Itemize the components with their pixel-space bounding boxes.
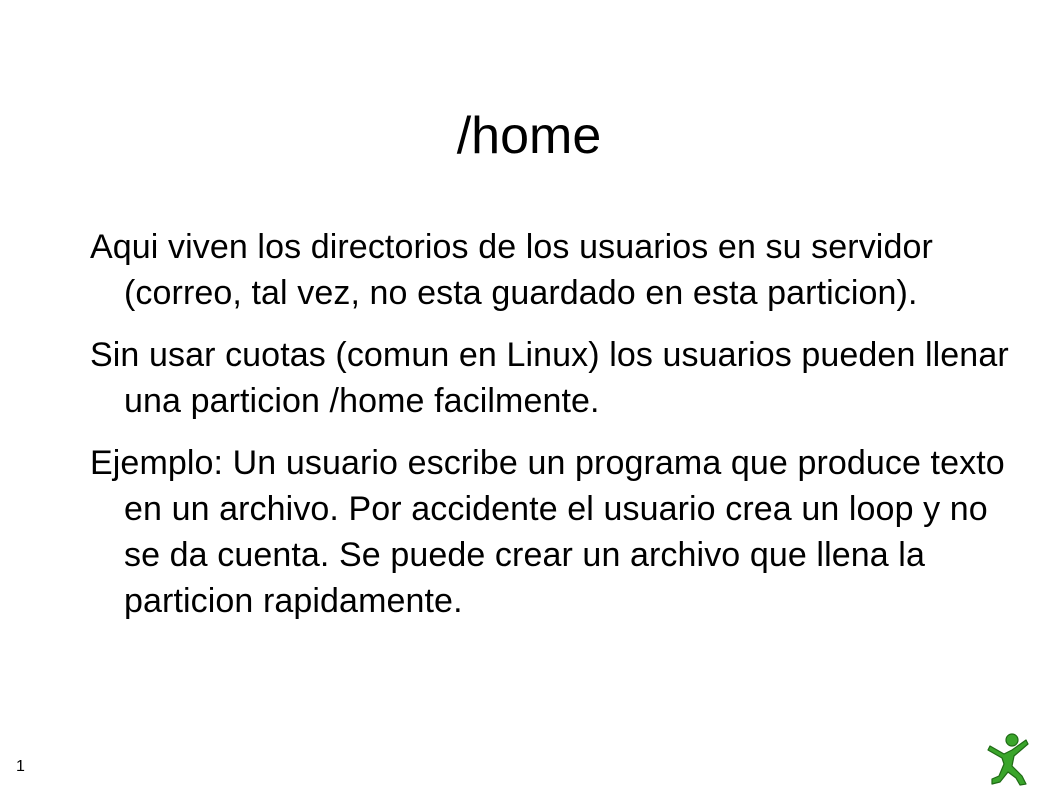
slide-title: /home xyxy=(456,107,602,165)
bullet-item: Ejemplo: Un usuario escribe un programa que produce texto en un archivo. Por accidente el usuario crea un loop y no se da cuenta. Se puede crear un archivo que llena la particion rapidamente. xyxy=(90,444,1005,620)
running-figure-icon xyxy=(982,732,1032,787)
bullet-item: Sin usar cuotas (comun en Linux) los usuarios pueden llenar una particion /home facilmente. xyxy=(90,336,1009,420)
bullet-item: Aqui viven los directorios de los usuarios en su servidor (correo, tal vez, no esta guardado en esta particion). xyxy=(90,228,933,312)
slide-body xyxy=(90,224,1020,640)
page-number: 1 xyxy=(16,758,25,775)
